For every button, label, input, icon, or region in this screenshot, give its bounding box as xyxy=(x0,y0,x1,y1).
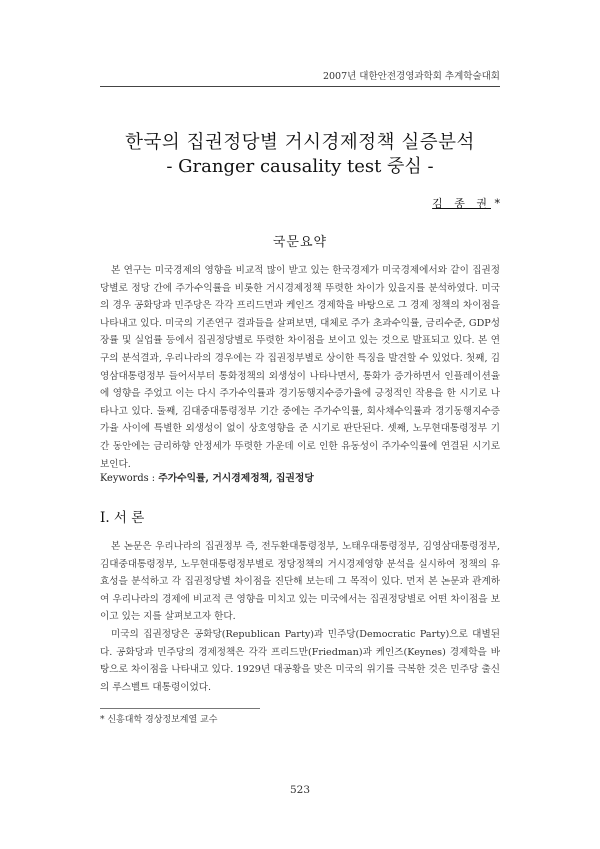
author-line xyxy=(432,195,500,211)
section-heading-introduction: I. 서 론 xyxy=(100,510,145,526)
author-footnote-mark: * xyxy=(494,197,500,210)
author-affiliation-footnote: * 신흥대학 경상정보계열 교수 xyxy=(100,715,218,725)
intro-paragraph-1: 본 논문은 우리나라의 집권정부 즉, 전두환대통령정부, 노태우대통령정부, 김영삼대통령정부, 김대중대통령정부, 노무현대통령정부별로 정당정책의 거시경제영향 분석을 실시하여 정책의 유효성을 분석하고 각 집권정당별 차이점을 진단해 보는데 그 목적이 있다. 먼저 본 논문과 관계하여 우리나라의 경제에 비교적 큰 영향을 미치고 있는 미국에서는 집권정당별로 어떤 차이점을 보이고 있는 지를 살펴보고자 한다. xyxy=(100,541,500,623)
author-name: 김 종 권 xyxy=(432,197,491,210)
page-number: 523 xyxy=(289,784,311,796)
paper-title: 한국의 집권정당별 거시경제정책 실증분석 xyxy=(125,132,475,153)
paper-subtitle: - Granger causality test 중심 - xyxy=(166,156,434,177)
conference-header: 2007년 대한안전경영과학회 추계학술대회 xyxy=(322,71,500,82)
keywords-label: Keywords : xyxy=(100,473,156,484)
header-rule xyxy=(100,86,500,87)
abstract-heading: 국문요약 xyxy=(272,235,328,250)
intro-paragraph-2: 미국의 집권정당은 공화당(Republican Party)과 민주당(Democratic Party)으로 대별된다. 공화당과 민주당의 경제정책은 각각 프리드만(Friedman)과 케인즈(Keynes) 경제학을 바탕으로 차이점을 나타내고 있다. 1929년 대공황을 맞은 미국의 위기를 극복한 것은 민주당 출신의 루스벨트 대통령이었다. xyxy=(100,628,500,693)
keywords-line xyxy=(100,470,314,484)
abstract-text: 본 연구는 미국경제의 영향을 비교적 많이 받고 있는 한국경제가 미국경제에서와 같이 집권정당별로 정당 간에 주가수익률을 비롯한 거시경제정책 뚜렷한 차이가 있을지를 분석하였다. 미국의 경우 공화당과 민주당은 각각 프리드먼과 케인즈 경제학을 바탕으로 그 경제 정책의 차이점을 나타내고 있다. 미국의 기존연구 결과들을 살펴보면, 대체로 주가 초과수익률, 금리수준, GDP성장률 및 실업률 등에서 집권정당별로 뚜렷한 차이점을 보이고 있는 것으로 발표되고 있다. 본 연구의 분석결과, 우리나라의 경우에는 각 집권정부별로 상이한 특징을 발견할 수 있었다. 첫째, 김영삼대통령정부 들어서부터 통화정책의 외생성이 나타나면서, 통화가 증가하면서 인플레이션율에 영향을 주었고 이는 다시 주가수익률과 경기동행지수증가율에 긍정적인 작용을 한 시기로 나타나고 있다. 둘째, 김대중대통령정부 기간 중에는 주가수익률, 회사채수익률과 경기동행지수증가율 사이에 특별한 외생성이 없이 상호영향을 준 시기로 판단된다. 셋째, 노무현대통령정부 기간 동안에는 금리하향 안정세가 뚜렷한 가운데 이로 인한 유동성이 주가수익률에 연결된 시기로 보인다. xyxy=(100,265,500,470)
footnote-rule xyxy=(100,708,260,709)
introduction-body xyxy=(100,538,500,696)
keywords-values: 주가수익률, 거시경제정책, 집권정당 xyxy=(158,473,314,484)
